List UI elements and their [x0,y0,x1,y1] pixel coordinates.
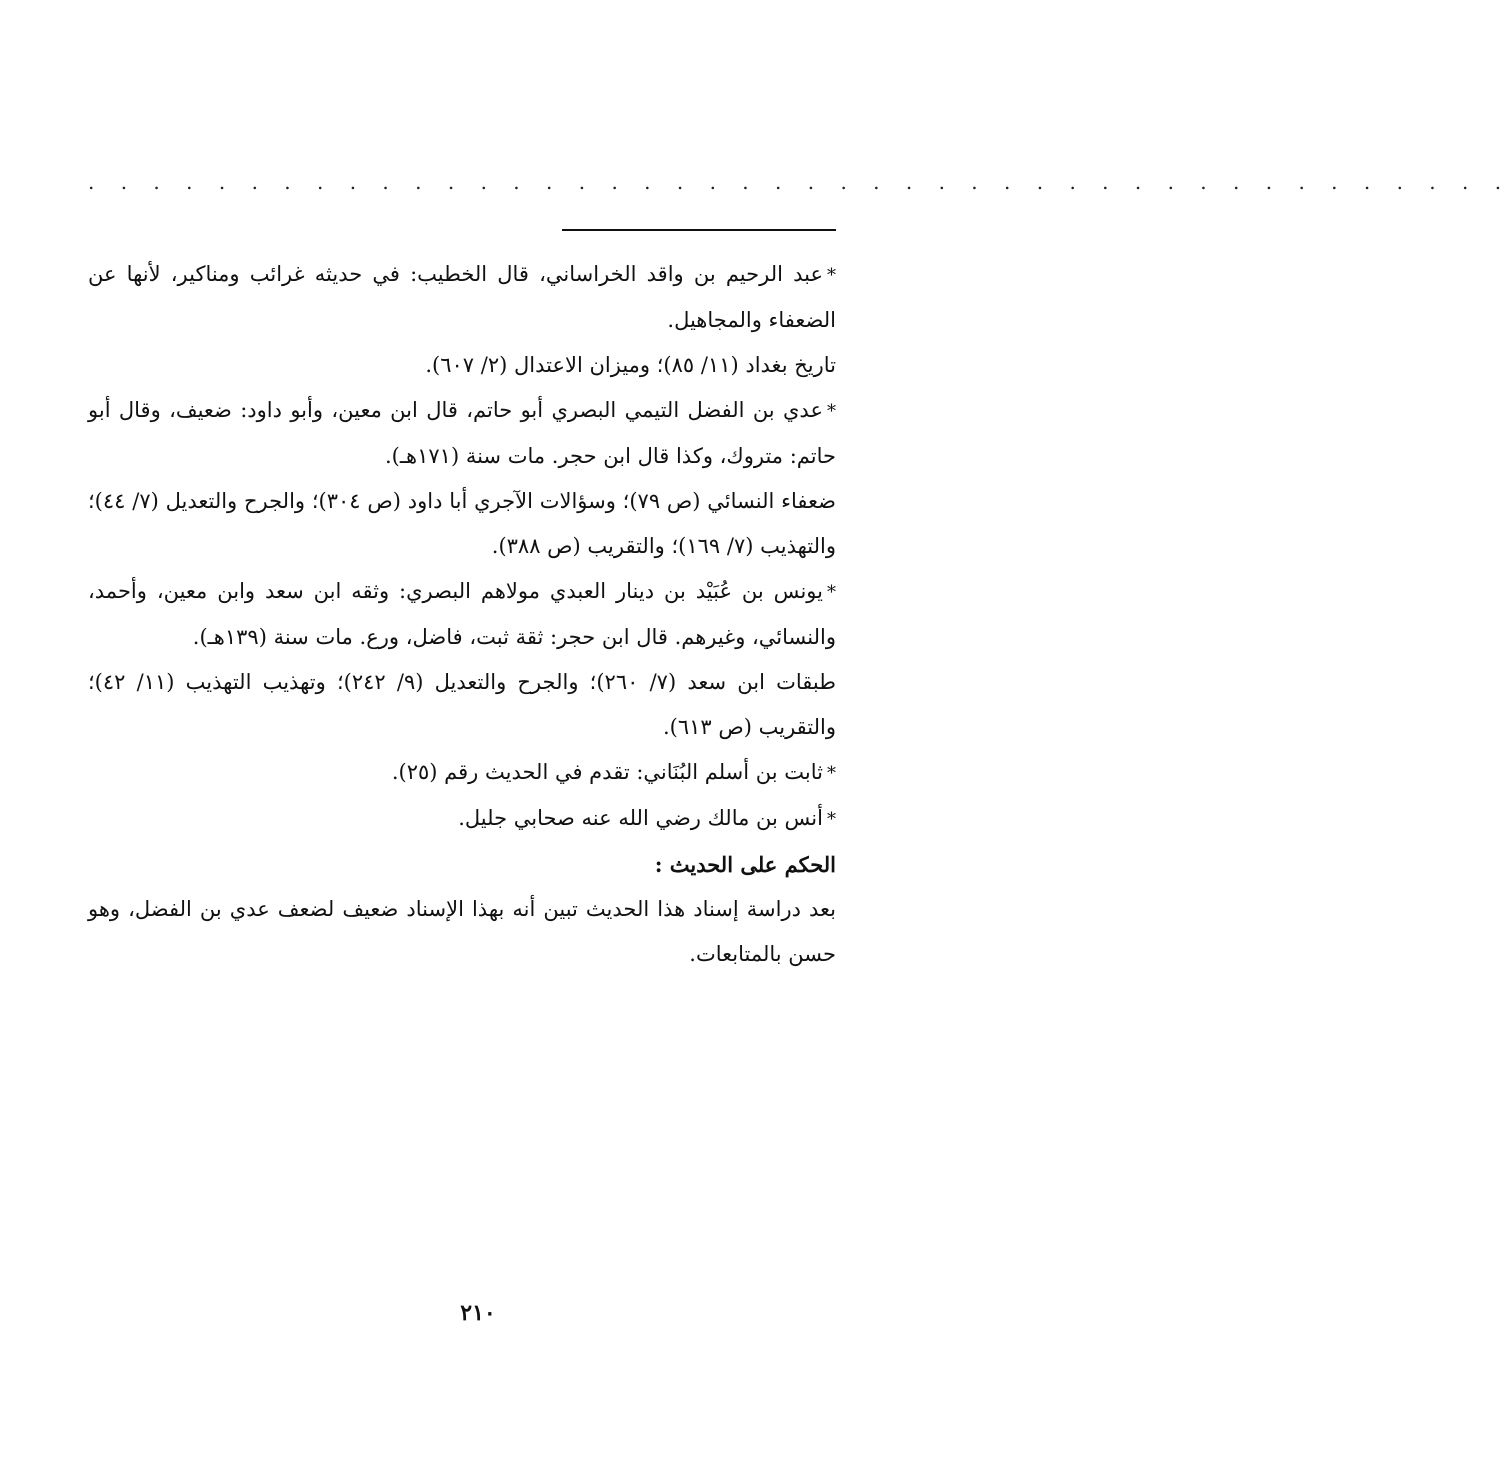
ruling-text: بعد دراسة إسناد هذا الحديث تبين أنه بهذا الإسناد ضعيف لضعف عدي بن الفضل، وهو حسن بالمتابعات. [88,897,836,966]
page-number: ٢١٠ [460,1300,496,1326]
footnote-dotted-separator: . . . . . . . . . . . . . . . . . . . . . . . . . . . . . . . . . . . . . . . . . . . . [88,170,1511,194]
paragraph-text: عبد الرحيم بن واقد الخراساني، قال الخطيب: في حديثه غرائب ومناكير، لأنها عن الضعفاء والمجاهيل. [88,262,836,332]
footnote-rule [562,229,836,231]
narrator-thabit [88,750,836,796]
paragraph-text: ضعفاء النسائي (ص ٧٩)؛ وسؤالات الآجري أبا داود (ص ٣٠٤)؛ والجرح والتعديل (٧/ ٤٤)؛ والتهذيب (٧/ ١٦٩)؛ والتقريب (ص ٣٨٨). [88,489,836,558]
narrator-abdulrahim [88,252,836,343]
sources-abdulrahim [88,343,836,388]
narrator-yunus [88,569,836,660]
bullet-star-icon: * [827,582,836,603]
bullet-star-icon: * [827,809,836,830]
footnote-content [88,252,836,977]
paragraph-text: تاريخ بغداد (١١/ ٨٥)؛ وميزان الاعتدال (٢/ ٦٠٧). [425,353,836,377]
paragraph-text: ثابت بن أسلم البُنَاني: تقدم في الحديث رقم (٢٥). [391,760,823,784]
bullet-star-icon: * [827,265,836,286]
paragraph-text: طبقات ابن سعد (٧/ ٢٦٠)؛ والجرح والتعديل (٩/ ٢٤٢)؛ وتهذيب التهذيب (١١/ ٤٢)؛ والتقريب (ص ٦١٣). [88,670,836,739]
bullet-star-icon: * [827,401,836,422]
paragraph-text: أنس بن مالك رضي الله عنه صحابي جليل. [458,806,823,830]
narrator-anas [88,796,836,842]
sources-adi [88,479,836,569]
narrator-adi [88,388,836,479]
paragraph-text: عدي بن الفضل التيمي البصري أبو حاتم، قال ابن معين، وأبو داود: ضعيف، وقال أبو حاتم: متروك، وكذا قال ابن حجر. مات سنة (١٧١هـ). [88,398,836,468]
bullet-star-icon: * [827,763,836,784]
sources-yunus [88,660,836,750]
ruling-heading: الحكم على الحديث : [654,852,836,877]
paragraph-text: يونس بن عُبَيْد بن دينار العبدي مولاهم البصري: وثقه ابن سعد وابن معين، وأحمد، والنسائي، وغيرهم. قال ابن حجر: ثقة ثبت، فاضل، ورع. مات سنة (١٣٩هـ). [88,579,836,649]
